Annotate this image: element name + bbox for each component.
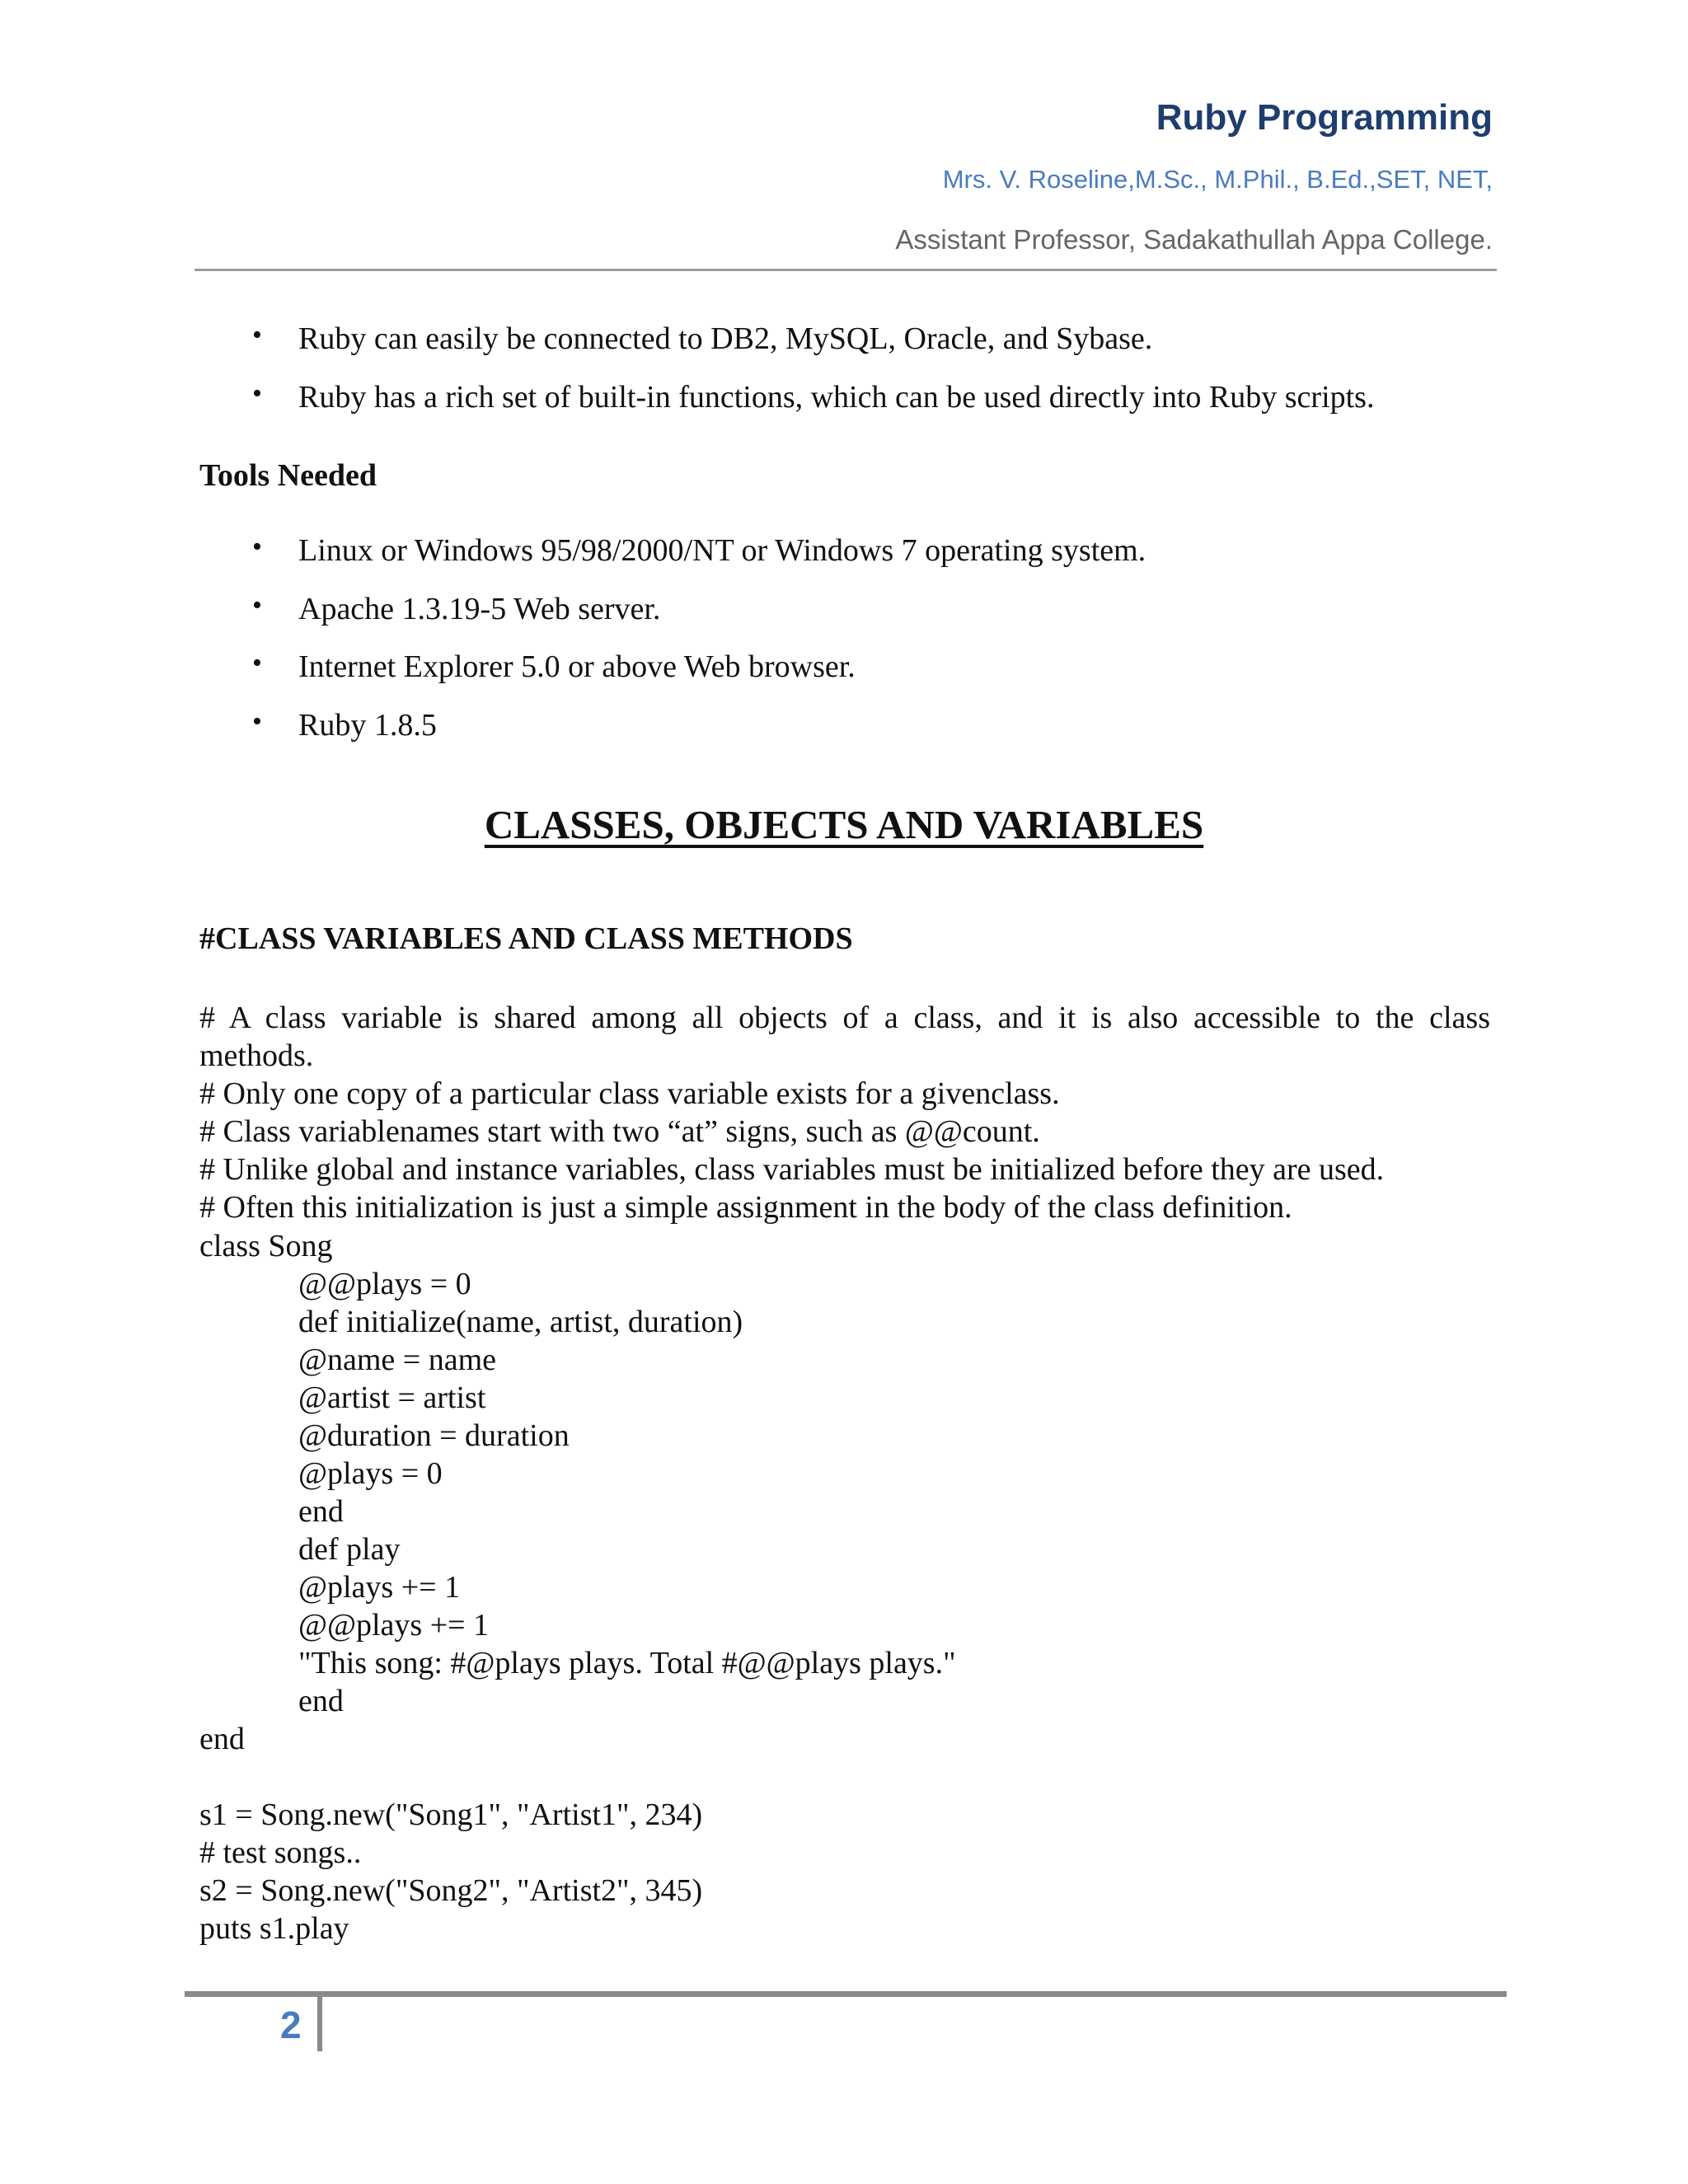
section-heading: CLASSES, OBJECTS AND VARIABLES: [484, 802, 1204, 847]
list-item: Apache 1.3.19-5 Web server.: [298, 592, 661, 626]
code-line: def play: [298, 1532, 401, 1567]
code-line: @name = name: [298, 1343, 497, 1377]
code-line: # test songs..: [199, 1835, 362, 1870]
code-line: @duration = duration: [298, 1418, 570, 1453]
header-author: Mrs. V. Roseline,M.Sc., M.Phil., B.Ed.,SET, NET,: [942, 165, 1493, 194]
code-line: s2 = Song.new("Song2", "Artist2", 345): [199, 1873, 703, 1908]
comment-line: methods.: [199, 1038, 314, 1073]
code-line: @@plays = 0: [298, 1267, 471, 1301]
code-line: "This song: #@plays plays. Total #@@plays plays.": [298, 1646, 956, 1680]
code-line: end: [298, 1684, 344, 1718]
comment-line: # Only one copy of a particular class variable exists for a givenclass.: [199, 1076, 1060, 1111]
header-title: Ruby Programming: [1156, 97, 1493, 138]
code-line: @plays += 1: [298, 1570, 461, 1605]
code-line: end: [298, 1494, 344, 1529]
list-item: Ruby can easily be connected to DB2, MySQL, Oracle, and Sybase.: [298, 321, 1153, 356]
bullet-icon: •: [252, 320, 262, 350]
list-item: Ruby 1.8.5: [298, 708, 437, 743]
code-line: puts s1.play: [199, 1911, 349, 1946]
header-affiliation: Assistant Professor, Sadakathullah Appa College.: [895, 224, 1493, 255]
code-line: s1 = Song.new("Song1", "Artist1", 234): [199, 1797, 703, 1832]
code-line: @@plays += 1: [298, 1608, 490, 1643]
header-divider: [195, 269, 1497, 271]
code-line: @artist = artist: [298, 1380, 486, 1415]
bullet-icon: •: [252, 378, 262, 409]
page-number-bar: [317, 1997, 322, 2051]
list-item: Internet Explorer 5.0 or above Web browser.: [298, 649, 856, 684]
comment-line: # Class variablenames start with two “at” signs, such as @@count.: [199, 1114, 1040, 1149]
list-item: Linux or Windows 95/98/2000/NT or Windows 7 operating system.: [298, 533, 1146, 568]
page-number: 2: [280, 2004, 302, 2046]
subsection-heading: #CLASS VARIABLES AND CLASS METHODS: [199, 921, 853, 956]
tools-heading: Tools Needed: [199, 458, 377, 493]
code-line: @plays = 0: [298, 1456, 443, 1491]
comment-line: # A class variable is shared among all objects of a class, and it is also accessible to the class: [199, 1001, 1490, 1035]
bullet-icon: •: [252, 532, 262, 562]
bullet-icon: •: [252, 590, 262, 621]
bullet-icon: •: [252, 648, 262, 678]
comment-line: # Often this initialization is just a simple assignment in the body of the class definition.: [199, 1190, 1292, 1225]
bullet-icon: •: [252, 706, 262, 737]
code-line: end: [199, 1722, 245, 1756]
code-line: def initialize(name, artist, duration): [298, 1305, 743, 1339]
footer-divider: [185, 1991, 1507, 1997]
comment-line: # Unlike global and instance variables, class variables must be initialized before they are used.: [199, 1152, 1385, 1187]
list-item: Ruby has a rich set of built-in functions, which can be used directly into Ruby scripts.: [298, 380, 1375, 415]
code-line: class Song: [199, 1229, 333, 1263]
